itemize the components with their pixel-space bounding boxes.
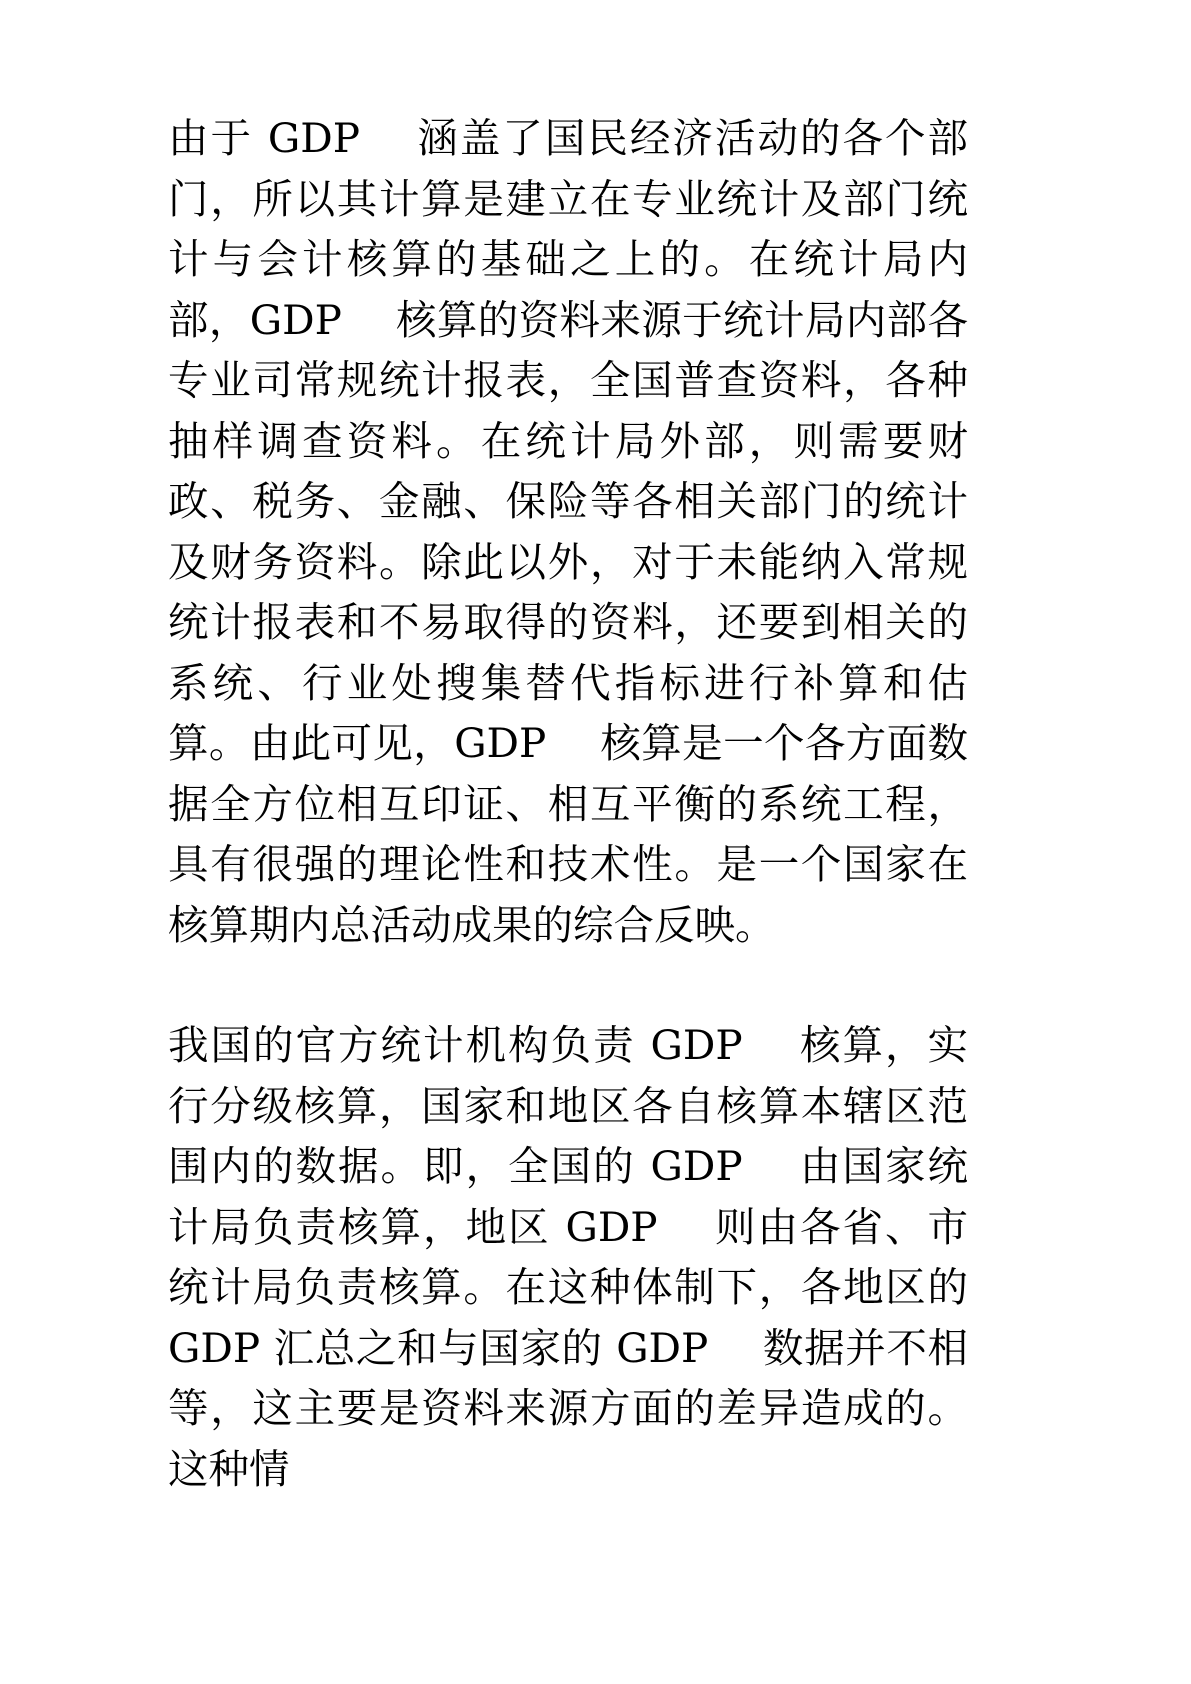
paragraph-1: 由于 GDP 涵盖了国民经济活动的各个部门，所以其计算是建立在专业统计及部门统计与会计核算的基础之上的。在统计局内部，GDP 核算的资料来源于统计局内部各专业司常规统计报表，全国普查资料，各种抽样调查资料。在统计局外部，则需要财政、税务、金融、保险等各相关部门的统计及财务资料。除此以外，对于未能纳入常规统计报表和不易取得的资料，还要到相关的系统、行业处搜集替代指标进行补算和估算。由此可见，GDP 核算是一个各方面数据全方位相互印证、相互平衡的系统工程，具有很强的理论性和技术性。是一个国家在核算期内总活动成果的综合反映。 xyxy=(168,114,968,949)
paragraph-2: 我国的官方统计机构负责 GDP 核算，实行分级核算，国家和地区各自核算本辖区范围内的数据。即，全国的 GDP 由国家统计局负责核算，地区 GDP 则由各省、市统计局负责核算。在这种体制下，各地区的 GDP 汇总之和与国家的 GDP 数据并不相等，这主要是资料来源方面的差异造成的。这种情 xyxy=(168,1021,968,1493)
document-body xyxy=(168,108,968,1499)
